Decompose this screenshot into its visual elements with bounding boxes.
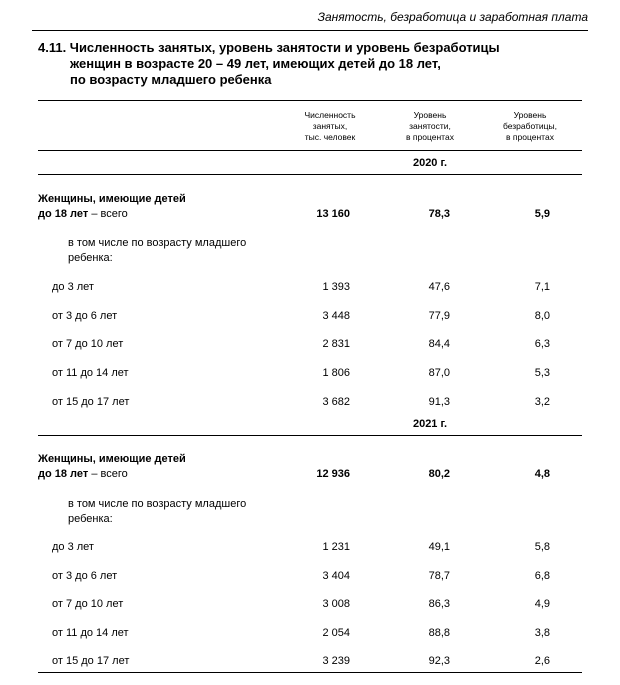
table-row — [38, 394, 582, 410]
cell-employed: 13 160 — [316, 208, 350, 220]
cell-employment-rate: 47,6 — [428, 281, 450, 293]
column-header-line: Численность — [304, 110, 356, 120]
column-header-unemployment-rate — [492, 110, 568, 143]
cell-employed: 3 404 — [322, 570, 350, 582]
cell-unemployment-rate: 3,2 — [534, 396, 550, 408]
cell-unemployment-rate: 3,8 — [534, 627, 550, 639]
cell-unemployment-rate: 6,8 — [534, 570, 550, 582]
year-label-2021: 2021 г. — [412, 418, 448, 430]
cell-employment-rate: 80,2 — [428, 468, 450, 480]
table-row — [38, 206, 582, 222]
cell-employed: 3 682 — [322, 396, 350, 408]
header-rule — [32, 30, 588, 31]
cell-unemployment-rate: 2,6 — [534, 655, 550, 667]
table-row — [38, 336, 582, 352]
table-row — [38, 653, 582, 669]
row-label: от 15 до 17 лет — [52, 655, 130, 667]
row-label: до 3 лет — [52, 281, 94, 293]
table-row — [38, 568, 582, 584]
row-label: от 3 до 6 лет — [52, 310, 118, 322]
cell-unemployment-rate: 4,8 — [534, 468, 550, 480]
table-row — [38, 365, 582, 381]
cell-employed: 2 054 — [322, 627, 350, 639]
column-header-line: Уровень — [413, 110, 447, 120]
column-header-line: занятости, — [409, 121, 451, 131]
cell-unemployment-rate: 5,8 — [534, 541, 550, 553]
year-rule — [38, 174, 582, 175]
table-row — [38, 279, 582, 295]
cell-unemployment-rate: 8,0 — [534, 310, 550, 322]
cell-employed: 3 448 — [322, 310, 350, 322]
note-line: ребенка: — [68, 513, 113, 525]
note-line: ребенка: — [68, 252, 113, 264]
cell-employment-rate: 78,3 — [428, 208, 450, 220]
column-header-line: Уровень — [513, 110, 547, 120]
row-label: до 3 лет — [52, 541, 94, 553]
cell-employment-rate: 49,1 — [428, 541, 450, 553]
row-label: от 3 до 6 лет — [52, 570, 118, 582]
total-label-bold: до 18 лет — [38, 468, 89, 480]
cell-unemployment-rate: 6,3 — [534, 338, 550, 350]
cell-employment-rate: 92,3 — [428, 655, 450, 667]
breakdown-note — [68, 236, 268, 266]
title-line-3: по возрасту младшего ребенка — [70, 72, 272, 87]
row-label: от 7 до 10 лет — [52, 598, 124, 610]
total-label-rest: – всего — [88, 468, 128, 480]
note-line: в том числе по возрасту младшего — [68, 237, 247, 249]
cell-employed: 3 008 — [322, 598, 350, 610]
note-line: в том числе по возрасту младшего — [68, 498, 247, 510]
column-header-line: занятых, — [312, 121, 348, 131]
cell-unemployment-rate: 5,9 — [534, 208, 550, 220]
column-header-employed — [292, 110, 368, 143]
breakdown-note — [68, 497, 268, 527]
cell-employment-rate: 78,7 — [428, 570, 450, 582]
column-header-line: в процентах — [506, 132, 554, 142]
row-label: от 11 до 14 лет — [52, 627, 129, 639]
total-label-line: Женщины, имеющие детей — [38, 193, 186, 205]
column-header-line: тыс. человек — [304, 132, 356, 142]
cell-employed: 1 806 — [322, 367, 350, 379]
row-label: от 7 до 10 лет — [52, 338, 124, 350]
table-top-rule — [38, 100, 582, 101]
table-row — [38, 539, 582, 555]
year-label-2020: 2020 г. — [412, 157, 448, 169]
cell-unemployment-rate: 4,9 — [534, 598, 550, 610]
column-header-line: в процентах — [406, 132, 454, 142]
row-label: от 11 до 14 лет — [52, 367, 129, 379]
table-bottom-rule — [38, 672, 582, 673]
cell-employment-rate: 84,4 — [428, 338, 450, 350]
cell-employment-rate: 86,3 — [428, 598, 450, 610]
cell-employed: 3 239 — [322, 655, 350, 667]
column-header-rule — [38, 150, 582, 151]
table-row — [38, 466, 582, 482]
cell-employed: 1 393 — [322, 281, 350, 293]
total-label-bold: до 18 лет — [38, 208, 89, 220]
column-header-line: безработицы, — [502, 121, 558, 131]
table-row — [38, 308, 582, 324]
running-header: Занятость, безработица и заработная плата — [317, 10, 588, 24]
year-rule — [38, 435, 582, 436]
total-label-rest: – всего — [88, 208, 128, 220]
column-header-employment-rate — [392, 110, 468, 143]
cell-employment-rate: 91,3 — [428, 396, 450, 408]
cell-unemployment-rate: 5,3 — [534, 367, 550, 379]
cell-employment-rate: 87,0 — [428, 367, 450, 379]
table-title — [38, 40, 578, 88]
cell-employed: 2 831 — [322, 338, 350, 350]
cell-employment-rate: 77,9 — [428, 310, 450, 322]
total-label-line: Женщины, имеющие детей — [38, 453, 186, 465]
cell-employed: 12 936 — [316, 468, 350, 480]
table-row — [38, 625, 582, 641]
row-label: от 15 до 17 лет — [52, 396, 130, 408]
cell-employment-rate: 88,8 — [428, 627, 450, 639]
cell-unemployment-rate: 7,1 — [534, 281, 550, 293]
table-row — [38, 596, 582, 612]
title-line-2: женщин в возрасте 20 – 49 лет, имеющих детей до 18 лет, — [70, 56, 441, 71]
title-line-1: 4.11. Численность занятых, уровень занятости и уровень безработицы — [38, 40, 500, 55]
cell-employed: 1 231 — [322, 541, 350, 553]
